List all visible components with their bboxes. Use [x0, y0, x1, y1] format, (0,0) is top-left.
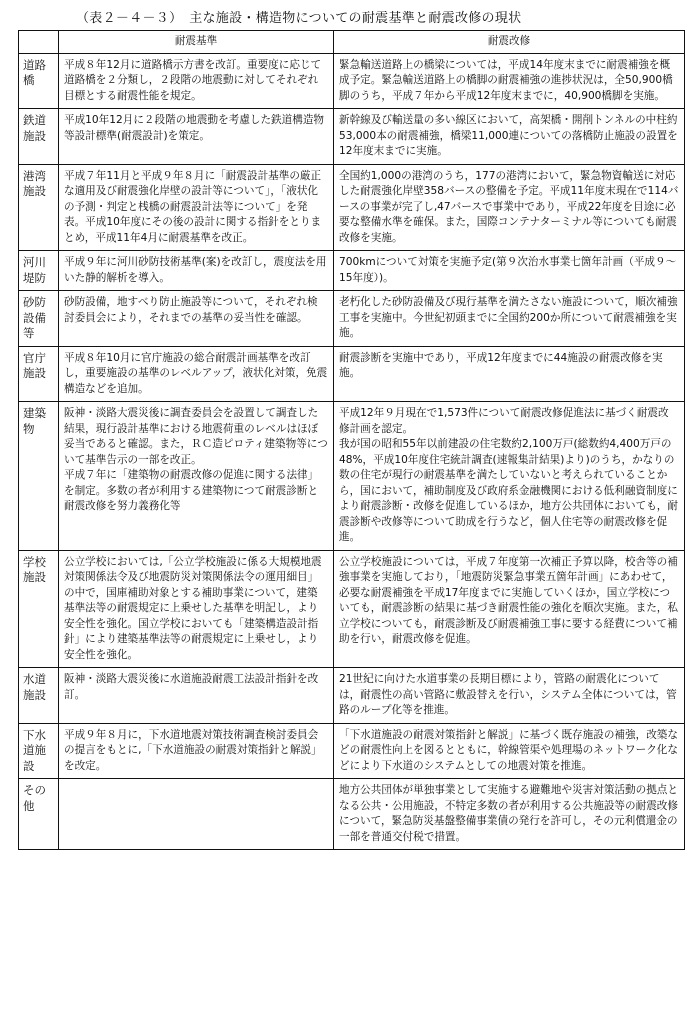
retrofit-text: 「下水道施設の耐震対策指針と解説」に基づく既存施設の補強，改築などの耐震性向上を図るとともに，幹線管渠や処理場のネットワーク化などにより下水道のシステムとしての地震対策を推進。 [339, 728, 678, 772]
cell-retrofit [334, 291, 685, 347]
cell-retrofit [334, 550, 685, 668]
header-retrofit: 耐震改修 [334, 31, 685, 54]
retrofit-text: 全国約1,000の港湾のうち，177の港湾において，緊急物資輸送に対応した耐震強化岸壁358バースの整備を予定。平成11年度末現在で114バースの事業が完了し,47バースで事業中であり，平成22年度を目途に必要な整備水準を確保。また，国際コンテナターミナル等についても耐震改修を実施。 [339, 169, 679, 244]
cell-category [19, 779, 59, 850]
seismic-standards-table [18, 30, 685, 850]
cell-retrofit [334, 251, 685, 291]
cell-category [19, 251, 59, 291]
category-text: 河川 堤防 [23, 255, 46, 285]
category-text: 学校 施設 [23, 554, 46, 584]
category-text: 下水 道施 設 [23, 727, 46, 773]
cell-standard [59, 346, 334, 402]
table-row [19, 291, 685, 347]
cell-standard [59, 109, 334, 165]
standard-text: 平成９年に河川砂防技術基準(案)を改訂し，震度法を用いた静的解析を導入。 [64, 256, 327, 284]
cell-retrofit [334, 723, 685, 779]
standard-text: 阪神・淡路大震災後に調査委員会を設置して調査した結果，現行設計基準における地震荷重のレベルはほぼ妥当であると確認。また，ＲＣ造ピロティ建築物等について基準告示の一部を改正。 平成７年に「建築物の耐震改修の促進に関する法律」を制定。多数の者が利用する建築物につて耐震診断と耐震改修を努力義務化等 [64, 407, 328, 512]
table-row [19, 402, 685, 551]
cell-standard [59, 550, 334, 668]
standard-text: 公立学校においては,「公立学校施設に係る大規模地震対策関係法令及び地震防災対策関係法令の運用細目」の中で，国庫補助対象とする補助事業について，建築基準法等の耐震規定に上乗せした基準を明記し，より安全性を強化。国立学校においても「建築構造設計指針」により建築基準法等の耐震規定に上乗せし，より安全性を強化。 [64, 555, 322, 661]
retrofit-text: 700kmについて対策を実施予定(第９次治水事業七箇年計画（平成９～15年度）)。 [339, 256, 677, 284]
cell-retrofit [334, 346, 685, 402]
cell-standard [59, 53, 334, 109]
retrofit-text: 新幹線及び輸送量の多い線区において，高架橋・開削トンネルの中柱約53,000本の耐震補強，橋梁11,000連についての落橋防止施設の設置を12年度末までに実施。 [339, 114, 678, 157]
cell-category [19, 164, 59, 251]
category-text: その 他 [23, 783, 46, 813]
retrofit-text: 地方公共団体が単独事業として実施する避難地や災害対策活動の拠点となる公共・公用施設，不特定多数の者が利用する公共施設等の耐震改修について，緊急防災基盤整備事業債の発行を許可し，その元利償還金の一部を普通交付税で措置。 [339, 784, 678, 843]
cell-retrofit [334, 53, 685, 109]
cell-standard [59, 402, 334, 551]
cell-standard [59, 251, 334, 291]
standard-text: 平成７年11月と平成９年８月に「耐震設計基準の厳正な適用及び耐震強化岸壁の設計等について」，「液状化の予測・判定と桟橋の耐震設計法等について」を発表。平成10年度にその後の設計に関する指針をとりまとめ，平成11年4月に耐震基準を改正。 [64, 169, 322, 244]
table-row [19, 779, 685, 850]
category-text: 港湾 施設 [23, 168, 46, 198]
table-row [19, 346, 685, 402]
cell-retrofit [334, 164, 685, 251]
table-row [19, 723, 685, 779]
cell-retrofit [334, 779, 685, 850]
retrofit-text: 耐震診断を実施中であり，平成12年度までに44施設の耐震改修を実施。 [339, 351, 663, 379]
category-text: 鉄道 施設 [23, 113, 46, 143]
cell-category [19, 109, 59, 165]
cell-category [19, 402, 59, 551]
standard-text: 平成９年８月に，下水道地震対策技術調査検討委員会の提言をもとに,「下水道施設の耐震対策指針と解説」を改定。 [64, 728, 322, 772]
table-row [19, 109, 685, 165]
cell-standard [59, 291, 334, 347]
cell-category [19, 550, 59, 668]
cell-category [19, 668, 59, 724]
header-standard: 耐震基準 [59, 31, 334, 54]
standard-text: 平成８年10月に官庁施設の総合耐震計画基準を改訂し，重要施設の基準のレベルアップ，液状化対策，免震構造などを追加。 [64, 351, 328, 395]
header-category [19, 31, 59, 54]
cell-category [19, 291, 59, 347]
retrofit-text: 21世紀に向けた水道事業の長期目標により，管路の耐震化については，耐震性の高い管路に敷設替えを行い，システム全体については，管路のループ化等を推進。 [339, 673, 677, 716]
cell-retrofit [334, 402, 685, 551]
cell-category [19, 53, 59, 109]
table-header-row [19, 31, 685, 54]
cell-retrofit [334, 668, 685, 724]
cell-category [19, 346, 59, 402]
table-row [19, 164, 685, 251]
table-row [19, 550, 685, 668]
category-text: 道路 橋 [23, 57, 46, 87]
retrofit-text: 平成12年９月現在で1,573件について耐震改修促進法に基づく耐震改修計画を認定。 我が国の昭和55年以前建設の住宅数約2,100万戸(総数約4,400万戸の48%，平成10年度住宅統計調査(速報集計結果)より)のうち，かなりの数の住宅が現行の耐震基準を満たしていないと考えられていることから，国において，補助制度及び政府系金融機関における低利融資制度により耐震診断・改修を促進しているほか，地方公共団体においても，耐震診断や改修等について助成を行うなど，個人住宅等の耐震改修を促進。 [339, 407, 678, 543]
category-text: 官庁 施設 [23, 350, 46, 380]
category-text: 建築 物 [23, 406, 46, 436]
category-text: 砂防 設備 等 [23, 295, 46, 340]
retrofit-text: 公立学校施設については，平成７年度第一次補正予算以降，校舎等の補強事業を実施しており，「地震防災緊急事業五箇年計画」にあわせて，必要な耐震補強を平成17年度までに実施していくほか，国立学校についても，耐震診断の結果に基づき耐震性能の強化を順次実施。また，私立学校についても，耐震診断及び耐震補強工事に要する経費について補助を行い，耐震改修を促進。 [339, 555, 678, 645]
cell-standard [59, 164, 334, 251]
table-caption: （表２－４－３） 主な施設・構造物についての耐震基準と耐震改修の現状 [76, 11, 522, 26]
standard-text: 平成８年12月に道路橋示方書を改訂。重要度に応じて道路橋を２分類し，２段階の地震動に対してそれぞれ目標とする耐震性能を規定。 [64, 58, 322, 102]
cell-standard [59, 779, 334, 850]
standard-text: 砂防設備，地すべり防止施設等について，それぞれ検討委員会により，それまでの基準の妥当性を確認。 [64, 296, 318, 324]
standard-text: 平成10年12月に２段階の地震動を考慮した鉄道構造物等設計標準(耐震設計)を策定。 [64, 114, 325, 142]
table-row [19, 53, 685, 109]
cell-standard [59, 723, 334, 779]
retrofit-text: 緊急輸送道路上の橋梁については，平成14年度末までに耐震補強を概成予定。緊急輸送道路上の橋脚の耐震補強の進捗状況は，全50,900橋脚のうち，平成７年から平成12年度末までに，40,900橋脚を実施。 [339, 58, 673, 102]
cell-category [19, 723, 59, 779]
category-text: 水道 施設 [23, 672, 46, 702]
cell-standard [59, 668, 334, 724]
retrofit-text: 老朽化した砂防設備及び現行基準を満たさない施設について，順次補強工事を実施中。今世紀初頭までに全国約200か所について耐震補強を実施。 [339, 296, 678, 339]
table-row [19, 251, 685, 291]
standard-text: 阪神・淡路大震災後に水道施設耐震工法設計指針を改訂。 [64, 673, 319, 701]
table-row [19, 668, 685, 724]
cell-retrofit [334, 109, 685, 165]
